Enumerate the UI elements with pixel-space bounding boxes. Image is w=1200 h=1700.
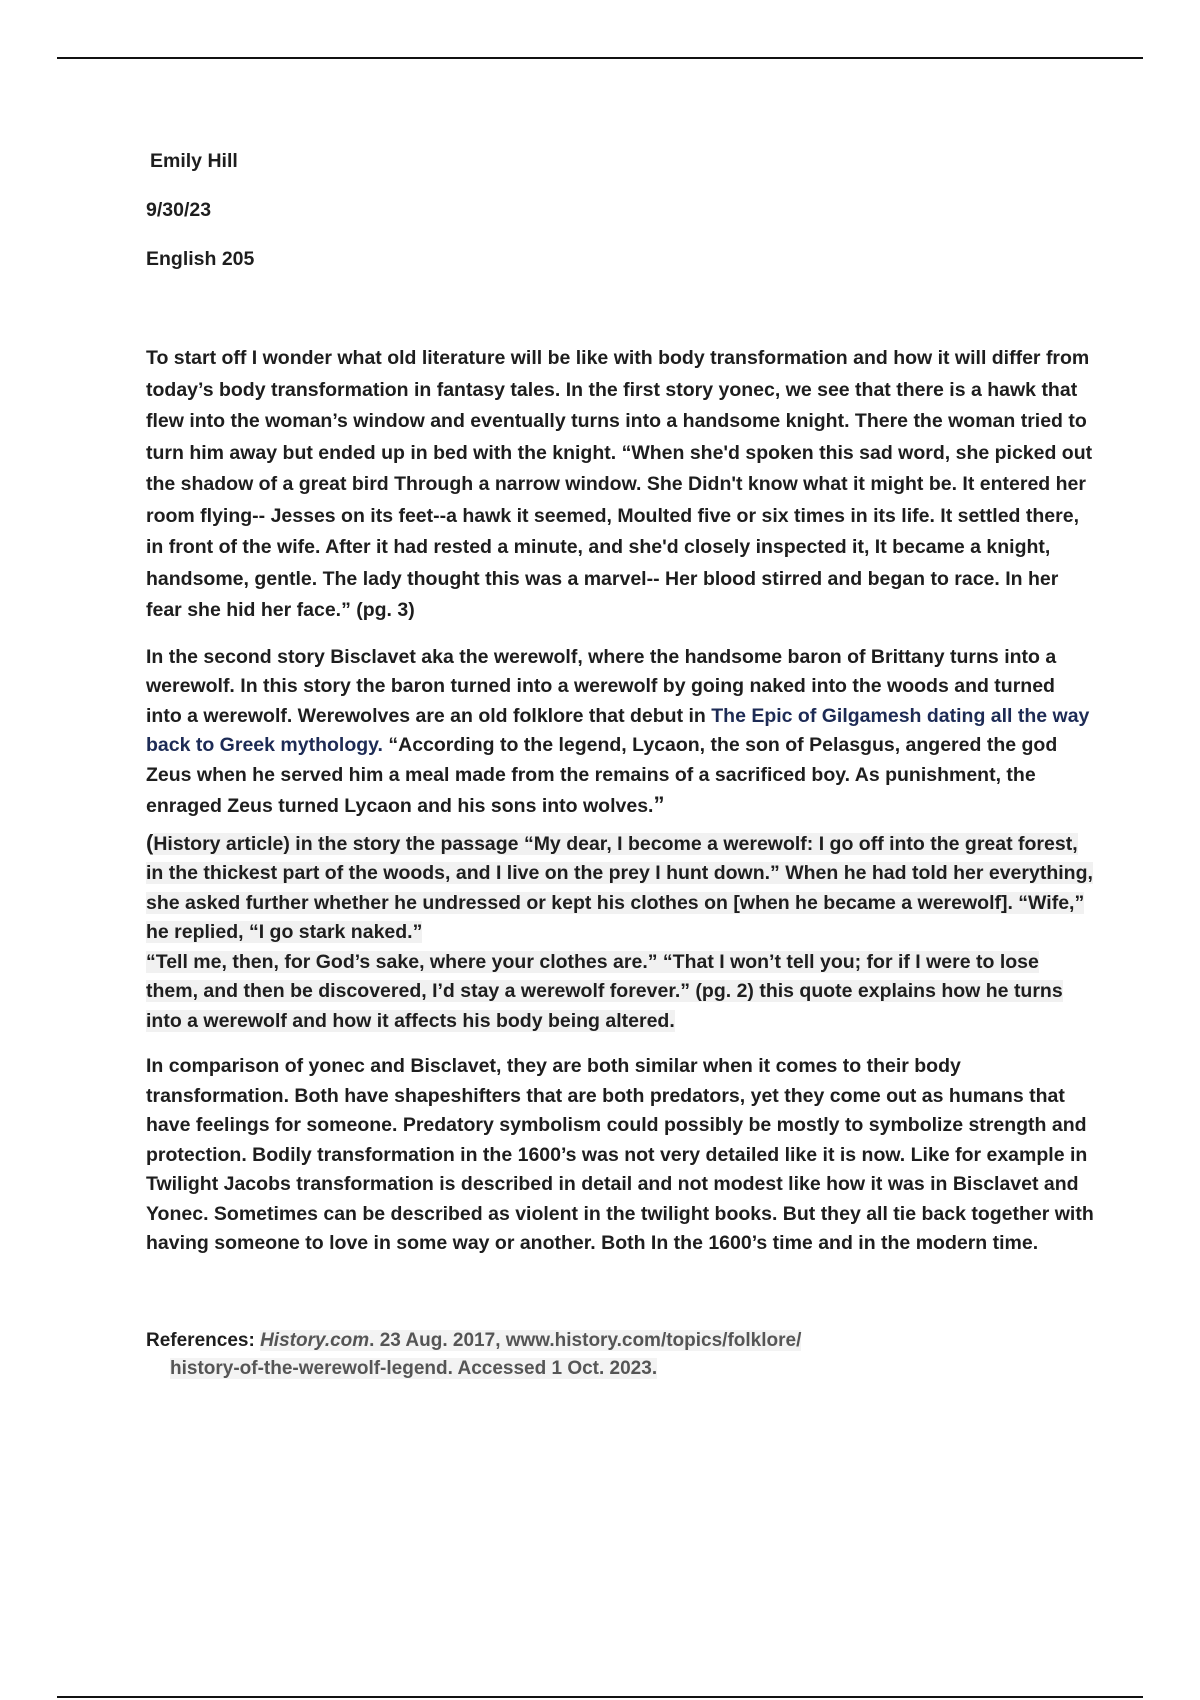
- reference-details: . 23 Aug. 2017, www.history.com/topics/folklore/: [369, 1329, 802, 1351]
- reference-line-1: [146, 1327, 1096, 1355]
- paragraph-comparison: In comparison of yonec and Bisclavet, they are both similar when it comes to their body transformation. Both have shapeshifters that are both predators, yet they come out as humans that have feelings for someone. Predatory symbolism could possibly be mostly to symbolize strength and protection. Bodily transformation in the 1600’s was not very detailed like it is now. Like for example in Twilight Jacobs transformation is described in detail and not modest like how it was in Bisclavet and Yonec. Sometimes can be described as violent in the twilight books. But they all tie back together with having someone to love in some way or another. Both In the 1600’s time and in the modern time.: [146, 1055, 1094, 1254]
- reference-line-2: [146, 1355, 1096, 1383]
- reference-url-tail: history-of-the-werewolf-legend. Accessed 1 Oct. 2023.: [170, 1357, 658, 1379]
- references: [146, 1327, 1096, 1383]
- paragraph-werewolf-quote: [146, 828, 1096, 1037]
- course-name: English 205: [146, 248, 255, 270]
- closing-quote-mark: ”: [653, 792, 665, 817]
- references-label: References:: [146, 1329, 255, 1351]
- werewolf-quote-part1: History article) in the story the passage “My dear, I become a werewolf: I go off into the great forest, in the thickest part of the woods, and I live on the prey I hunt down.” When he had told her everything, she asked further whether he undressed or kept his clothes on [when he became a werewolf]. “Wife,” he replied, “I go stark naked.”: [146, 832, 1093, 943]
- paragraph-bisclavet: [146, 643, 1096, 822]
- reference-source: History.com: [260, 1329, 370, 1351]
- gilgamesh-link-text: The Epic of Gilgamesh dating all the way back to Greek mythology.: [146, 704, 1090, 756]
- date: 9/30/23: [146, 199, 212, 221]
- legend-quote: “According to the legend, Lycaon, the son of Pelasgus, angered the god Zeus when he served him a meal made from the remains of a sacrificed boy. As punishment, the enraged Zeus turned Lycaon and his sons into wolves.: [146, 734, 1058, 817]
- open-paren: (: [146, 829, 154, 855]
- top-rule: [57, 57, 1143, 59]
- paragraph-bisclavet-text: In the second story Bisclavet aka the werewolf, where the handsome baron of Brittany turns into a werewolf. In this story the baron turned into a werewolf by going naked into the woods and turned into a werewolf. Werewolves are an old folklore that debut in: [146, 645, 1057, 727]
- bottom-rule: [57, 1696, 1143, 1698]
- werewolf-quote-part2: “Tell me, then, for God’s sake, where your clothes are.” “That I won’t tell you; for if I were to lose them, and then be discovered, I’d stay a werewolf forever.” (pg. 2) this quote explains how he turns into a werewolf and how it affects his body being altered.: [146, 950, 1063, 1032]
- author-name: Emily Hill: [150, 150, 238, 172]
- document-page: [146, 146, 1096, 1383]
- paragraph-yonec: To start off I wonder what old literature will be like with body transformation and how it will differ from today’s body transformation in fantasy tales. In the first story yonec, we see that there is a hawk that flew into the woman’s window and eventually turns into a handsome knight. There the woman tried to turn him away but ended up in bed with the knight. “When she'd spoken this sad word, she picked out the shadow of a great bird Through a narrow window. She Didn't know what it might be. It entered her room flying-- Jesses on its feet--a hawk it seemed, Moulted five or six times in its life. It settled there, in front of the wife. After it had rested a minute, and she'd closely inspected it, It became a knight, handsome, gentle. The lady thought this was a marvel-- Her blood stirred and began to race. In her fear she hid her face.” (pg. 3): [146, 347, 1093, 621]
